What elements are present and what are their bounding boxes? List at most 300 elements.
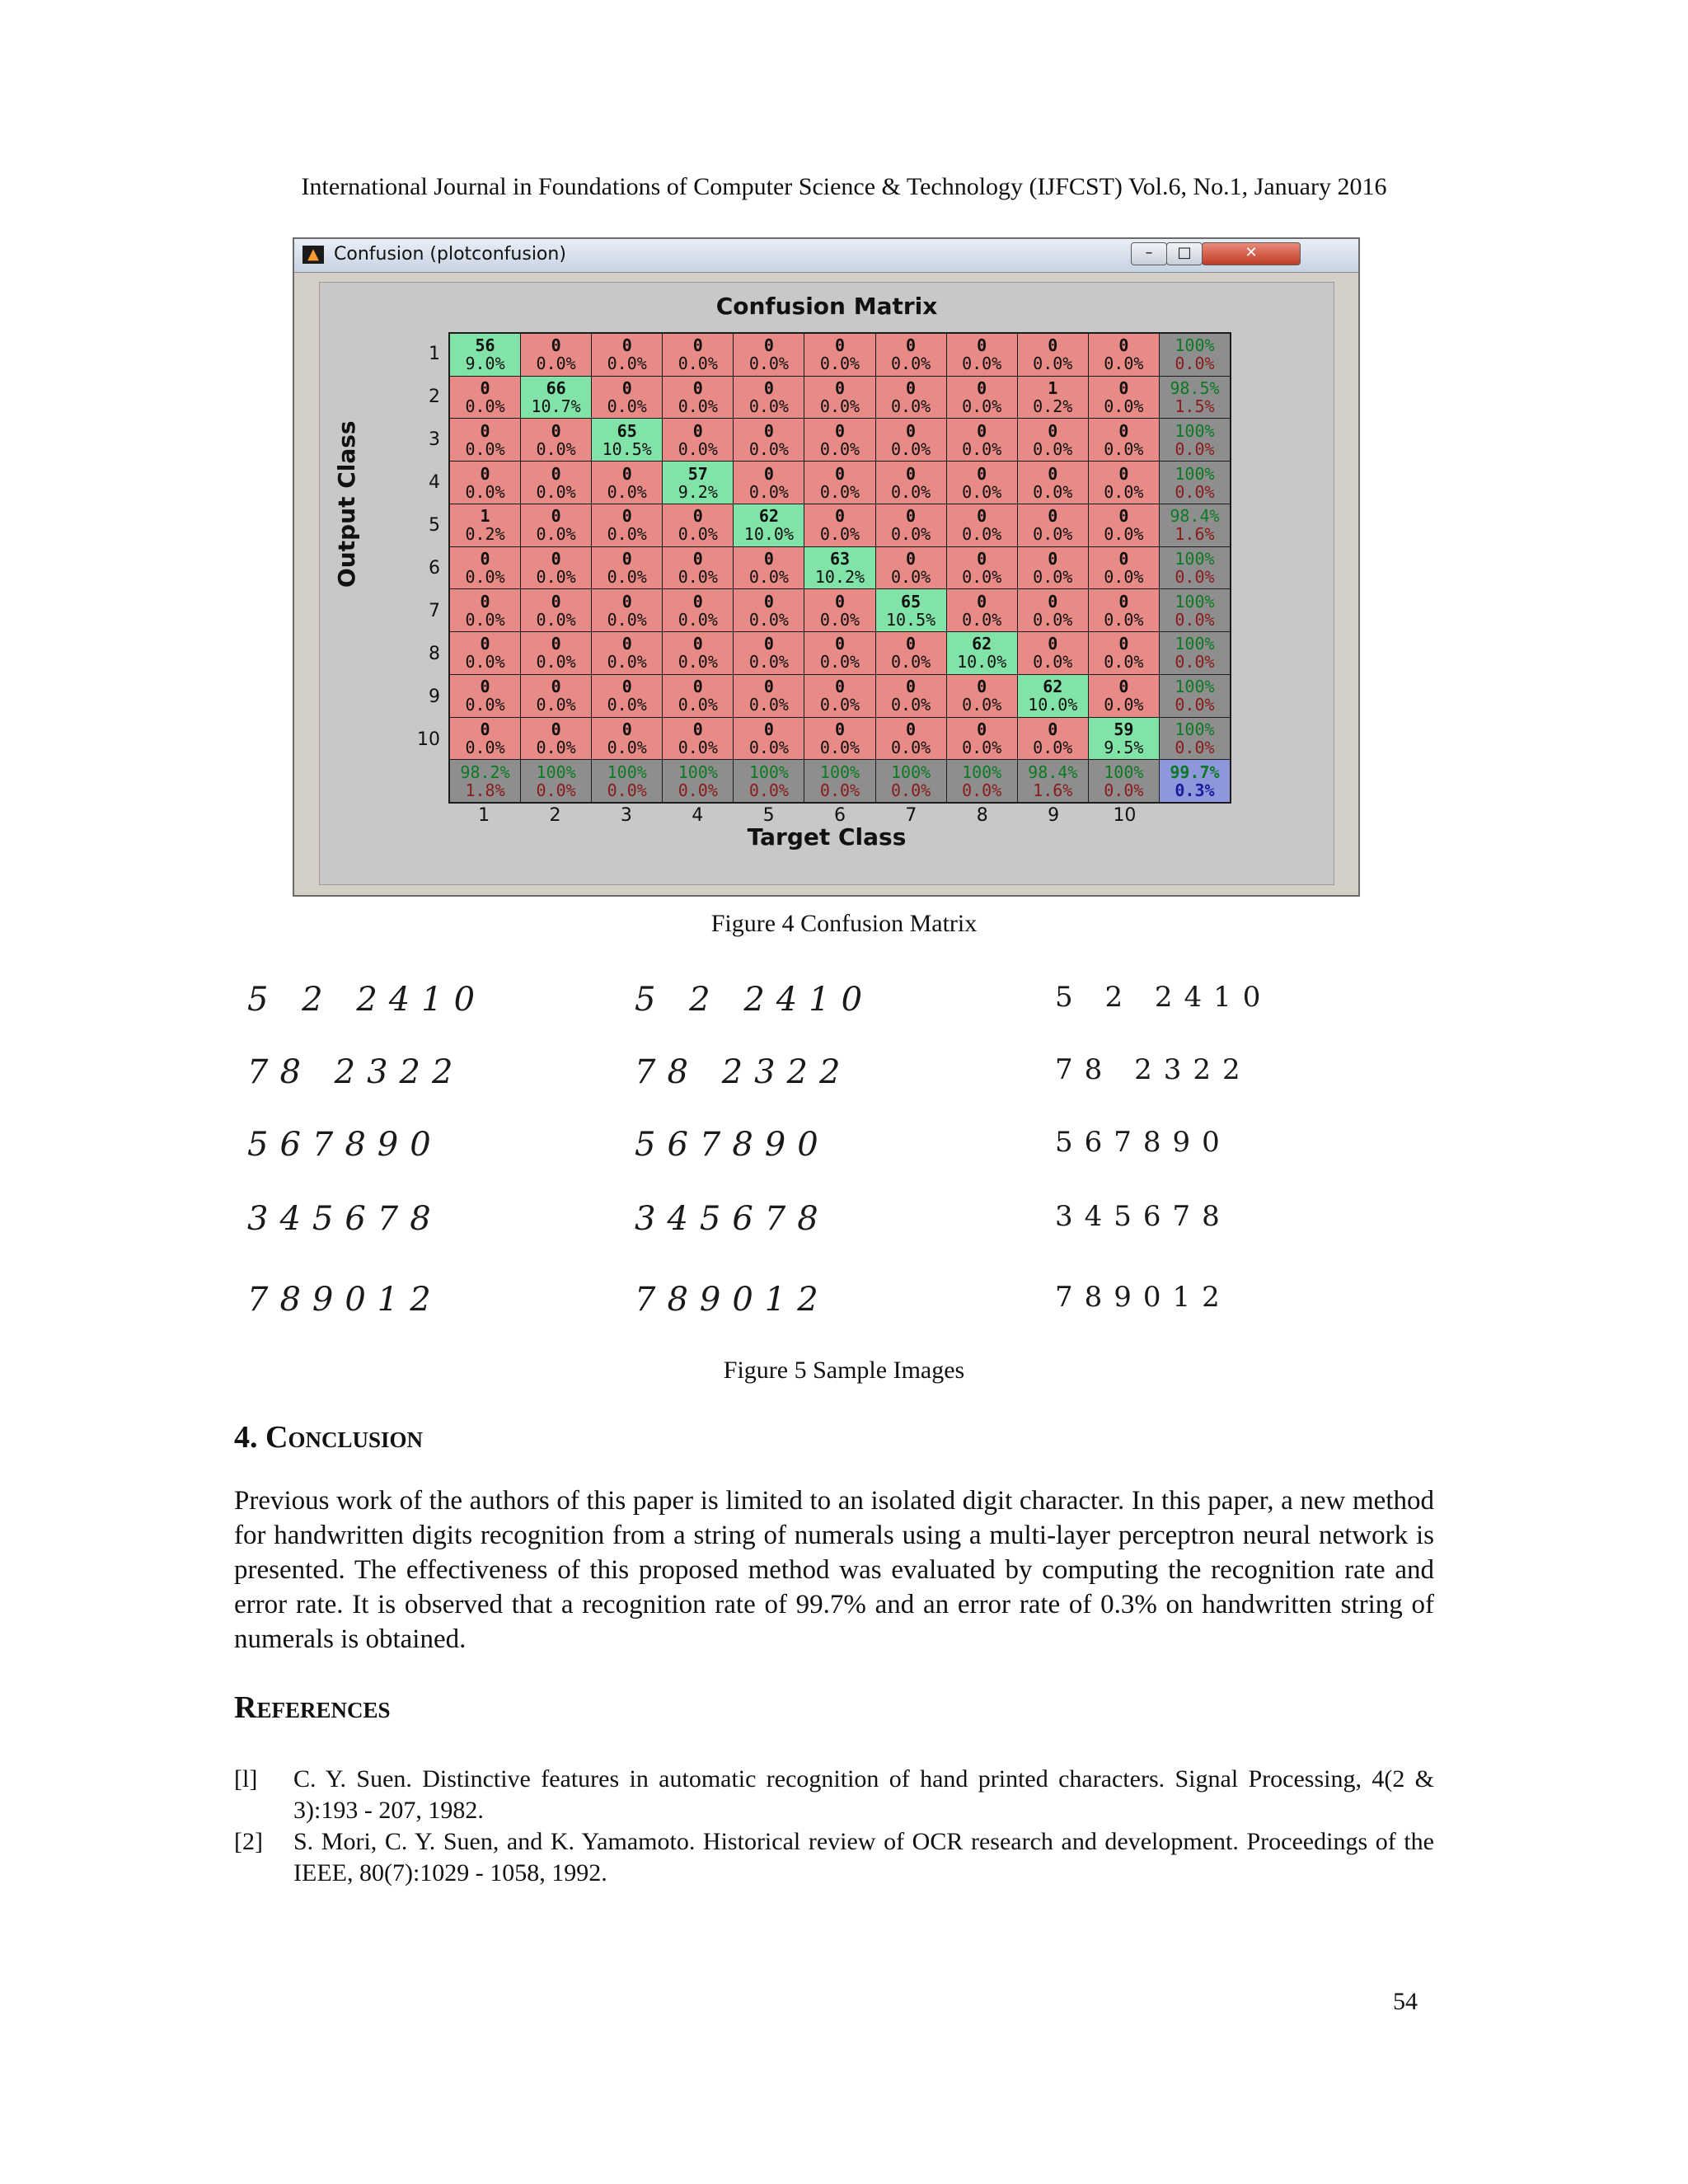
- cell-count: 0: [906, 463, 917, 484]
- x-tick-label: 6: [833, 805, 846, 826]
- cell-percent: 0.0%: [1175, 481, 1215, 502]
- y-tick-labels: [410, 332, 443, 804]
- cell-count: 0: [1118, 463, 1129, 484]
- cell-count: 0: [551, 335, 561, 356]
- cell-percent: 0.0%: [678, 695, 718, 715]
- off-diagonal-cell: [734, 334, 804, 376]
- cell-count: 100%: [1175, 677, 1215, 697]
- figure5-caption: Figure 5 Sample Images: [723, 1357, 965, 1384]
- off-diagonal-cell: [450, 419, 520, 461]
- cell-percent: 0.0%: [536, 481, 576, 502]
- cell-percent: 0.0%: [1033, 609, 1073, 630]
- sample-column: [247, 981, 593, 1343]
- cell-percent: 0.0%: [890, 396, 931, 417]
- off-diagonal-cell: [947, 419, 1017, 461]
- off-diagonal-cell: [734, 419, 804, 461]
- cell-count: 100%: [1175, 463, 1215, 484]
- off-diagonal-cell: [592, 718, 662, 760]
- cell-percent: 0.0%: [890, 438, 931, 459]
- cell-count: 0: [977, 420, 987, 441]
- cell-count: 0: [763, 591, 774, 612]
- off-diagonal-cell: [804, 675, 874, 717]
- diagonal-cell: [521, 377, 591, 419]
- handwritten-digit-string: 78 2322: [247, 1053, 465, 1091]
- y-axis-label: Output Class: [333, 420, 360, 588]
- off-diagonal-cell: [876, 377, 946, 419]
- cell-percent: 0.2%: [1033, 396, 1073, 417]
- handwritten-digit-string: 345678: [1055, 1200, 1231, 1233]
- cell-percent: 0.0%: [465, 566, 505, 587]
- cell-percent: 0.0%: [819, 354, 860, 374]
- column-summary-cell: [1089, 760, 1159, 802]
- section-number: 4.: [234, 1420, 258, 1455]
- handwritten-digit-string: 789012: [247, 1281, 443, 1319]
- cell-percent: 0.0%: [1033, 652, 1073, 673]
- off-diagonal-cell: [450, 462, 520, 504]
- cell-percent: 0.0%: [748, 695, 789, 715]
- off-diagonal-cell: [663, 675, 733, 717]
- cell-count: 0: [763, 378, 774, 399]
- cell-count: 1: [480, 506, 490, 527]
- section-heading: [234, 1419, 423, 1455]
- off-diagonal-cell: [947, 377, 1017, 419]
- maximize-button[interactable]: □: [1166, 242, 1203, 265]
- off-diagonal-cell: [450, 547, 520, 589]
- cell-count: 0: [1048, 634, 1058, 654]
- cell-percent: 0.3%: [1175, 780, 1215, 800]
- off-diagonal-cell: [1018, 377, 1088, 419]
- cell-percent: 0.0%: [962, 609, 1002, 630]
- off-diagonal-cell: [734, 377, 804, 419]
- cell-percent: 10.7%: [531, 396, 581, 417]
- cell-percent: 0.0%: [1033, 354, 1073, 374]
- cell-percent: 0.0%: [607, 354, 647, 374]
- cell-percent: 0.0%: [536, 780, 576, 800]
- cell-percent: 0.0%: [962, 780, 1002, 800]
- cell-count: 0: [906, 677, 917, 697]
- x-tick-label: 1: [478, 805, 490, 826]
- cell-count: 0: [834, 420, 846, 441]
- cell-count: 0: [977, 378, 987, 399]
- cell-percent: 0.0%: [607, 737, 647, 757]
- cell-count: 0: [1048, 548, 1058, 569]
- window-titlebar[interactable]: [294, 239, 1358, 273]
- off-diagonal-cell: [947, 589, 1017, 631]
- cell-count: 0: [906, 335, 917, 356]
- cell-percent: 0.0%: [890, 354, 931, 374]
- off-diagonal-cell: [521, 547, 591, 589]
- cell-percent: 0.0%: [536, 652, 576, 673]
- off-diagonal-cell: [1018, 419, 1088, 461]
- cell-count: 100%: [607, 762, 647, 782]
- off-diagonal-cell: [1089, 675, 1159, 717]
- cell-percent: 0.0%: [890, 481, 931, 502]
- row-summary-cell: [1160, 377, 1230, 419]
- cell-percent: 0.0%: [678, 438, 718, 459]
- cell-count: 100%: [819, 762, 860, 782]
- journal-header: International Journal in Foundations of Computer Science & Technology (IJFCST) Vol.6, No.1, January 2016: [301, 173, 1387, 200]
- cell-count: 65: [901, 591, 921, 612]
- cell-percent: 0.0%: [819, 524, 860, 545]
- off-diagonal-cell: [521, 675, 591, 717]
- row-summary-cell: [1160, 589, 1230, 631]
- cell-count: 98.4%: [1170, 506, 1220, 527]
- cell-percent: 0.0%: [1104, 609, 1144, 630]
- cell-percent: 9.2%: [678, 481, 718, 502]
- cell-percent: 0.0%: [748, 652, 789, 673]
- cell-count: 0: [763, 548, 774, 569]
- cell-count: 0: [551, 548, 561, 569]
- off-diagonal-cell: [592, 334, 662, 376]
- cell-percent: 0.0%: [819, 609, 860, 630]
- cell-count: 0: [621, 378, 632, 399]
- y-tick-label: 4: [429, 471, 440, 493]
- cell-count: 0: [834, 591, 846, 612]
- close-button[interactable]: ✕: [1202, 242, 1301, 265]
- cell-count: 0: [763, 463, 774, 484]
- diagonal-cell: [1018, 675, 1088, 717]
- cell-count: 0: [1118, 420, 1129, 441]
- cell-percent: 0.0%: [465, 737, 505, 757]
- cell-percent: 0.0%: [890, 695, 931, 715]
- cell-count: 0: [1048, 506, 1058, 527]
- cell-count: 0: [551, 420, 561, 441]
- off-diagonal-cell: [592, 462, 662, 504]
- cell-percent: 0.0%: [607, 652, 647, 673]
- cell-count: 0: [834, 463, 846, 484]
- cell-count: 0: [692, 548, 703, 569]
- cell-percent: 0.0%: [1104, 652, 1144, 673]
- off-diagonal-cell: [1089, 632, 1159, 674]
- cell-percent: 0.0%: [748, 737, 789, 757]
- cell-percent: 0.0%: [962, 695, 1002, 715]
- off-diagonal-cell: [1018, 632, 1088, 674]
- handwritten-digit-string: 5 2 2410: [635, 981, 874, 1019]
- cell-percent: 0.0%: [962, 524, 1002, 545]
- handwritten-digit-string: 789012: [1055, 1281, 1231, 1314]
- cell-percent: 0.0%: [536, 737, 576, 757]
- cell-percent: 0.0%: [962, 737, 1002, 757]
- diagonal-cell: [804, 547, 874, 589]
- off-diagonal-cell: [1089, 334, 1159, 376]
- off-diagonal-cell: [592, 504, 662, 546]
- cell-count: 0: [1118, 591, 1129, 612]
- cell-count: 0: [834, 335, 846, 356]
- off-diagonal-cell: [450, 504, 520, 546]
- cell-count: 0: [692, 506, 703, 527]
- off-diagonal-cell: [876, 334, 946, 376]
- cell-count: 0: [1048, 463, 1058, 484]
- cell-percent: 0.0%: [819, 396, 860, 417]
- cell-count: 57: [687, 463, 708, 484]
- cell-count: 100%: [1175, 335, 1215, 356]
- off-diagonal-cell: [804, 504, 874, 546]
- sample-column: [635, 981, 981, 1343]
- cell-count: 62: [1043, 677, 1063, 697]
- cell-percent: 0.0%: [678, 780, 718, 800]
- cell-percent: 9.5%: [1104, 737, 1144, 757]
- y-tick-label: 1: [429, 343, 440, 364]
- reference-text: C. Y. Suen. Distinctive features in automatic recognition of hand printed characters. Signal Processing, 4(2 & 3):193 - 207, 1982.: [293, 1765, 1434, 1824]
- reference-text: S. Mori, C. Y. Suen, and K. Yamamoto. Historical review of OCR research and development. Proceedings of the IEEE, 80(7):1029 - 1058, 1992.: [293, 1828, 1434, 1886]
- off-diagonal-cell: [663, 632, 733, 674]
- cell-percent: 0.0%: [1104, 354, 1144, 374]
- cell-count: 0: [977, 591, 987, 612]
- cell-count: 0: [692, 634, 703, 654]
- cell-percent: 1.8%: [465, 780, 505, 800]
- y-tick-label: 5: [429, 514, 440, 536]
- off-diagonal-cell: [663, 334, 733, 376]
- cell-percent: 0.0%: [1104, 396, 1144, 417]
- cell-count: 66: [546, 378, 566, 399]
- off-diagonal-cell: [450, 377, 520, 419]
- cell-count: 0: [834, 719, 846, 739]
- off-diagonal-cell: [1089, 589, 1159, 631]
- cell-count: 100%: [962, 762, 1002, 782]
- cell-percent: 0.0%: [1104, 780, 1144, 800]
- plot-area: [319, 282, 1334, 885]
- off-diagonal-cell: [663, 377, 733, 419]
- cell-count: 0: [834, 634, 846, 654]
- off-diagonal-cell: [804, 589, 874, 631]
- x-tick-label: 7: [905, 805, 917, 826]
- cell-percent: 0.0%: [890, 737, 931, 757]
- off-diagonal-cell: [592, 547, 662, 589]
- column-summary-cell: [450, 760, 520, 802]
- cell-percent: 0.0%: [748, 609, 789, 630]
- cell-percent: 0.0%: [962, 396, 1002, 417]
- x-tick-label: 8: [976, 805, 988, 826]
- off-diagonal-cell: [734, 547, 804, 589]
- cell-count: 0: [692, 335, 703, 356]
- off-diagonal-cell: [1018, 334, 1088, 376]
- column-summary-cell: [734, 760, 804, 802]
- cell-count: 0: [692, 677, 703, 697]
- cell-percent: 0.0%: [1033, 524, 1073, 545]
- off-diagonal-cell: [1089, 547, 1159, 589]
- cell-count: 0: [692, 591, 703, 612]
- cell-count: 0: [621, 591, 632, 612]
- column-summary-cell: [521, 760, 591, 802]
- cell-count: 0: [1048, 335, 1058, 356]
- cell-percent: 0.0%: [678, 396, 718, 417]
- column-summary-cell: [804, 760, 874, 802]
- cell-count: 0: [1118, 548, 1129, 569]
- cell-percent: 0.0%: [819, 695, 860, 715]
- cell-count: 98.4%: [1028, 762, 1078, 782]
- cell-count: 0: [1118, 378, 1129, 399]
- y-tick-label: 2: [429, 386, 440, 407]
- cell-percent: 0.0%: [678, 354, 718, 374]
- row-summary-cell: [1160, 419, 1230, 461]
- off-diagonal-cell: [734, 589, 804, 631]
- cell-percent: 0.0%: [1175, 695, 1215, 715]
- cell-count: 0: [1048, 420, 1058, 441]
- cell-percent: 0.0%: [678, 524, 718, 545]
- cell-percent: 0.0%: [1175, 652, 1215, 673]
- cell-percent: 0.0%: [678, 737, 718, 757]
- sample-column: [1055, 981, 1401, 1343]
- cell-percent: 0.0%: [607, 396, 647, 417]
- cell-count: 0: [834, 506, 846, 527]
- cell-percent: 0.0%: [1104, 524, 1144, 545]
- cell-count: 0: [480, 677, 490, 697]
- cell-percent: 0.0%: [962, 438, 1002, 459]
- cell-count: 0: [906, 548, 917, 569]
- cell-count: 0: [621, 463, 632, 484]
- cell-count: 0: [480, 591, 490, 612]
- cell-percent: 0.0%: [748, 566, 789, 587]
- row-summary-cell: [1160, 504, 1230, 546]
- diagonal-cell: [876, 589, 946, 631]
- off-diagonal-cell: [734, 632, 804, 674]
- row-summary-cell: [1160, 547, 1230, 589]
- off-diagonal-cell: [947, 675, 1017, 717]
- cell-count: 0: [621, 634, 632, 654]
- row-summary-cell: [1160, 462, 1230, 504]
- cell-percent: 0.0%: [1104, 481, 1144, 502]
- cell-count: 0: [977, 506, 987, 527]
- cell-percent: 0.0%: [1175, 737, 1215, 757]
- handwritten-digit-string: 78 2322: [635, 1053, 852, 1091]
- cell-count: 100%: [678, 762, 718, 782]
- off-diagonal-cell: [876, 547, 946, 589]
- off-diagonal-cell: [1018, 504, 1088, 546]
- cell-percent: 0.0%: [748, 481, 789, 502]
- off-diagonal-cell: [876, 632, 946, 674]
- cell-count: 0: [1118, 506, 1129, 527]
- section-title: Conclusion: [265, 1420, 423, 1455]
- handwritten-digit-string: 567890: [635, 1126, 830, 1164]
- column-summary-cell: [592, 760, 662, 802]
- cell-percent: 0.0%: [819, 481, 860, 502]
- cell-percent: 0.0%: [465, 652, 505, 673]
- column-summary-cell: [663, 760, 733, 802]
- reference-item: [234, 1826, 1434, 1889]
- cell-percent: 0.0%: [1033, 438, 1073, 459]
- off-diagonal-cell: [876, 504, 946, 546]
- cell-percent: 0.0%: [962, 481, 1002, 502]
- diagonal-cell: [450, 334, 520, 376]
- cell-percent: 10.2%: [814, 566, 865, 587]
- cell-count: 0: [621, 506, 632, 527]
- cell-count: 0: [1048, 719, 1058, 739]
- diagonal-cell: [592, 419, 662, 461]
- cell-percent: 0.0%: [1033, 566, 1073, 587]
- off-diagonal-cell: [804, 632, 874, 674]
- minimize-button[interactable]: –: [1131, 242, 1167, 265]
- y-tick-spacer: [410, 761, 443, 804]
- x-tick-label: 3: [620, 805, 632, 826]
- cell-count: 0: [551, 463, 561, 484]
- confusion-window: [293, 237, 1360, 897]
- cell-percent: 0.0%: [748, 396, 789, 417]
- off-diagonal-cell: [1089, 462, 1159, 504]
- x-tick-label: 5: [762, 805, 775, 826]
- cell-percent: 0.0%: [962, 566, 1002, 587]
- cell-count: 0: [551, 719, 561, 739]
- cell-count: 0: [763, 335, 774, 356]
- references-heading: References: [234, 1690, 391, 1725]
- cell-percent: 0.0%: [1033, 481, 1073, 502]
- cell-count: 0: [763, 420, 774, 441]
- cell-percent: 10.5%: [602, 438, 652, 459]
- x-tick-label: 2: [549, 805, 561, 826]
- off-diagonal-cell: [521, 718, 591, 760]
- cell-percent: 0.0%: [465, 481, 505, 502]
- off-diagonal-cell: [804, 462, 874, 504]
- handwritten-digit-string: 5 2 2410: [247, 981, 487, 1019]
- conclusion-paragraph: Previous work of the authors of this paper is limited to an isolated digit character. In this paper, a new method for handwritten digits recognition from a string of numerals using a multi-layer perceptron neural network is presented. The effectiveness of this proposed method was evaluated by computing the recognition rate and error rate. It is observed that a recognition rate of 99.7% and an error rate of 0.3% on handwritten string of numerals is obtained.: [234, 1486, 1434, 1654]
- off-diagonal-cell: [1018, 547, 1088, 589]
- cell-count: 1: [1048, 378, 1058, 399]
- y-tick-label: 9: [429, 686, 440, 707]
- handwritten-digit-string: 5 2 2410: [1055, 981, 1273, 1014]
- cell-percent: 0.0%: [607, 481, 647, 502]
- cell-count: 62: [972, 634, 992, 654]
- cell-count: 100%: [1175, 420, 1215, 441]
- cell-count: 62: [758, 506, 779, 527]
- cell-percent: 0.0%: [1175, 566, 1215, 587]
- y-tick-label: 3: [429, 429, 440, 450]
- cell-percent: 0.0%: [678, 652, 718, 673]
- cell-percent: 1.6%: [1175, 524, 1215, 545]
- off-diagonal-cell: [876, 462, 946, 504]
- cell-count: 100%: [1104, 762, 1144, 782]
- diagonal-cell: [947, 632, 1017, 674]
- x-tick-label: 9: [1048, 805, 1060, 826]
- off-diagonal-cell: [876, 675, 946, 717]
- cell-count: 0: [480, 378, 490, 399]
- x-axis-label: Target Class: [747, 823, 907, 851]
- diagonal-cell: [734, 504, 804, 546]
- cell-count: 0: [1048, 591, 1058, 612]
- cell-count: 98.5%: [1170, 378, 1220, 399]
- row-summary-cell: [1160, 675, 1230, 717]
- figure4-caption: Figure 4 Confusion Matrix: [710, 910, 978, 937]
- handwritten-digit-string: 567890: [247, 1126, 443, 1164]
- cell-count: 100%: [1175, 634, 1215, 654]
- diagonal-cell: [1089, 718, 1159, 760]
- y-tick-label: 6: [429, 557, 440, 579]
- cell-percent: 0.0%: [536, 438, 576, 459]
- cell-count: 0: [551, 506, 561, 527]
- cell-percent: 0.0%: [607, 609, 647, 630]
- window-title: Confusion (plotconfusion): [334, 244, 566, 265]
- cell-percent: 0.0%: [1033, 737, 1073, 757]
- off-diagonal-cell: [804, 334, 874, 376]
- off-diagonal-cell: [947, 334, 1017, 376]
- off-diagonal-cell: [521, 504, 591, 546]
- cell-count: 0: [621, 719, 632, 739]
- cell-percent: 0.0%: [536, 354, 576, 374]
- off-diagonal-cell: [1018, 462, 1088, 504]
- cell-count: 0: [692, 378, 703, 399]
- cell-percent: 0.0%: [1175, 438, 1215, 459]
- off-diagonal-cell: [876, 718, 946, 760]
- cell-count: 0: [480, 548, 490, 569]
- off-diagonal-cell: [876, 419, 946, 461]
- cell-percent: 0.0%: [748, 438, 789, 459]
- cell-count: 0: [1118, 634, 1129, 654]
- cell-count: 0: [621, 677, 632, 697]
- cell-percent: 0.0%: [678, 566, 718, 587]
- cell-percent: 0.0%: [465, 396, 505, 417]
- column-summary-cell: [1018, 760, 1088, 802]
- off-diagonal-cell: [663, 589, 733, 631]
- cell-count: 0: [480, 463, 490, 484]
- off-diagonal-cell: [663, 419, 733, 461]
